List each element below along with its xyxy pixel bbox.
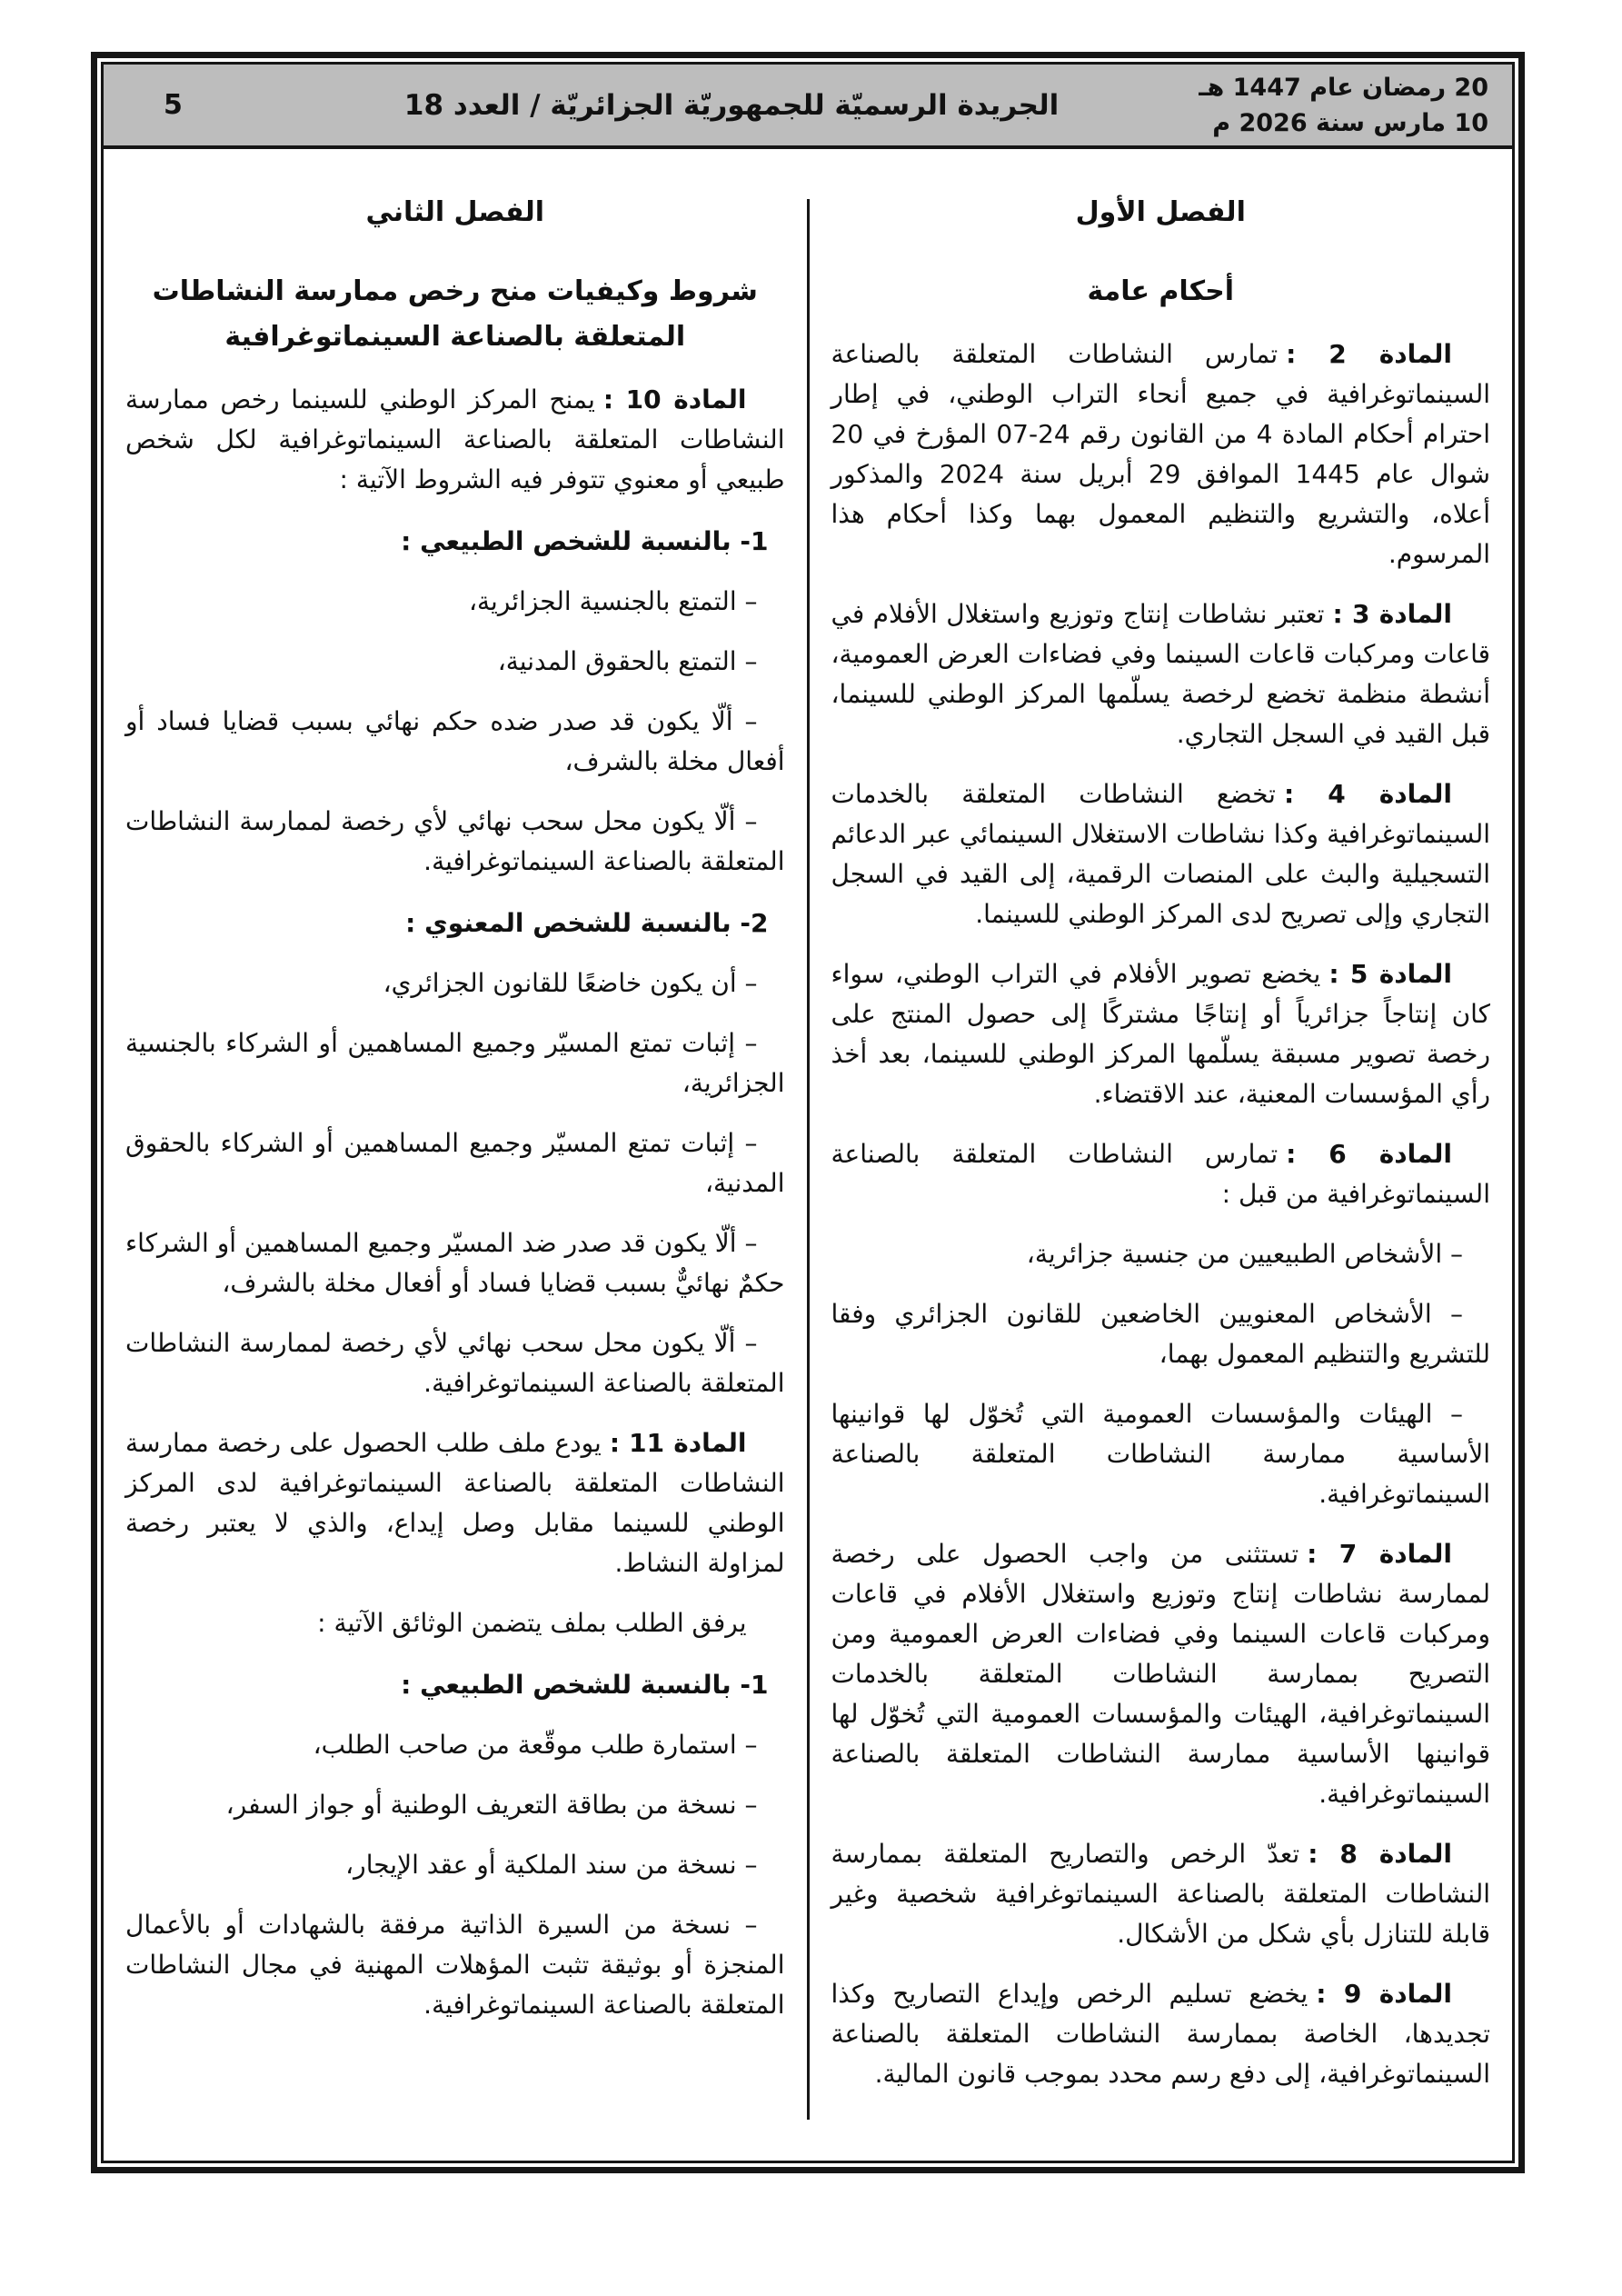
article-text: تعدّ الرخص والتصاريح المتعلقة بممارسة النشاطات المتعلقة بالصناعة السينماتوغرافية شخصية وغير قابلة للتنازل بأي شكل من الأشكال. <box>831 1839 1490 1949</box>
list-item-dash: – إثبات تمتع المسيّر وجميع المساهمين أو الشركاء بالحقوق المدنية، <box>125 1128 785 1198</box>
list-item-dash: – نسخة من سند الملكية أو عقد الإيجار، <box>345 1850 758 1880</box>
article-label: المادة 6 : <box>1286 1139 1452 1169</box>
journal-title: الجريدة الرسميّة للجمهوريّة الجزائريّة / العدد 18 <box>403 88 1060 122</box>
article-label: المادة 11 : <box>609 1428 747 1458</box>
article-paragraph <box>831 1534 1491 1814</box>
list-item-dash: – الهيئات والمؤسسات العمومية التي تُخوّل لها قوانينها الأساسية ممارسة النشاطات المتعلقة بالصناعة السينماتوغرافية. <box>831 1399 1490 1509</box>
list-item-dash: – إثبات تمتع المسيّر وجميع المساهمين أو الشركاء بالجنسية الجزائرية، <box>125 1028 785 1098</box>
list-item-dash: – الأشخاص المعنويين الخاضعين للقانون الجزائري وفقا للتشريع والتنظيم المعمول بهما، <box>831 1299 1490 1369</box>
article-text: تخضع النشاطات المتعلقة بالخدمات السينماتوغرافية وكذا نشاطات الاستغلال السينمائي عبر الدعائم التسجيلية والبث على المنصات الرقمية، إلى القيد في السجل التجاري وإلى تصريح لدى المركز الوطني للسينما. <box>831 779 1490 929</box>
list-item-dash: – نسخة من السيرة الذاتية مرفقة بالشهادات أو بالأعمال المنجزة أو بوثيقة تثبت المؤهلات المهنية في مجال النشاطات المتعلقة بالصناعة السينماتوغرافية. <box>125 1910 785 2020</box>
article-label: المادة 9 : <box>1316 1979 1452 2009</box>
list-item-dash: – نسخة من بطاقة التعريف الوطنية أو جواز السفر، <box>225 1790 758 1820</box>
subsection-heading: 1- بالنسبة للشخص الطبيعي : <box>401 526 769 556</box>
article-label: المادة 7 : <box>1307 1539 1452 1569</box>
article-label: المادة 2 : <box>1286 339 1452 369</box>
list-item-dash: – ألّا يكون محل سحب نهائي لأي رخصة لممارسة النشاطات المتعلقة بالصناعة السينماتوغرافية. <box>125 1328 785 1398</box>
left-column <box>104 149 807 2161</box>
column-divider <box>807 199 810 2120</box>
header-band <box>104 65 1512 149</box>
right-column <box>810 149 1513 2161</box>
article-text: تستثنى من واجب الحصول على رخصة لممارسة نشاطات إنتاج وتوزيع واستغلال الأفلام في قاعات ومركبات قاعات السينما وفي فضاءات العرض العمومية ومن التصريح بممارسة النشاطات المتعلقة بالخدمات السينماتوغرافية، الهيئات والمؤسسات العمومية التي تُخوّل لها قوانينها الأساسية ممارسة النشاطات المتعلقة بالصناعة السينماتوغرافية. <box>831 1539 1490 1809</box>
issue-date-hijri: 20 رمضان عام 1447 هـ <box>1199 73 1488 102</box>
subsection-heading: 2- بالنسبة للشخص المعنوي : <box>405 908 769 938</box>
article-paragraph <box>125 1423 785 1583</box>
article-text: يخضع تسليم الرخص وإيداع التصاريح وكذا تجديدها، الخاصة بممارسة النشاطات المتعلقة بالصناعة السينماتوغرافية، إلى دفع رسم محدد بموجب قانون المالية. <box>831 1979 1490 2089</box>
article-label: المادة 5 : <box>1328 959 1452 989</box>
article-text: يودع ملف طلب الحصول على رخصة ممارسة النشاطات المتعلقة بالصناعة السينماتوغرافية لدى المركز الوطني للسينما مقابل وصل إيداع، والذي لا يعتبر رخصة لمزاولة النشاط. <box>125 1428 785 1578</box>
article-paragraph <box>831 594 1491 754</box>
page-number: 5 <box>164 89 183 121</box>
article-text: تمارس النشاطات المتعلقة بالصناعة السينماتوغرافية من قبل : <box>831 1139 1490 1209</box>
article-paragraph <box>831 774 1491 934</box>
content-columns <box>104 149 1512 2161</box>
article-label: المادة 8 : <box>1308 1839 1453 1869</box>
chapter-heading: الفصل الثاني <box>365 196 545 228</box>
list-item-dash: – التمتع بالجنسية الجزائرية، <box>468 586 758 616</box>
list-item-dash: – أن يكون خاضعًا للقانون الجزائري، <box>383 968 758 998</box>
page-frame-inner <box>101 62 1515 2163</box>
issue-dates <box>1199 70 1488 141</box>
issue-date-gregorian: 10 مارس سنة 2026 م <box>1212 108 1488 137</box>
article-paragraph <box>831 1834 1491 1954</box>
list-item-dash: – ألّا يكون قد صدر ضده حكم نهائي بسبب قضايا فساد أو أفعال مخلة بالشرف، <box>125 706 785 776</box>
subsection-heading: 1- بالنسبة للشخص الطبيعي : <box>401 1670 769 1700</box>
article-label: المادة 3 : <box>1332 599 1452 629</box>
section-heading <box>125 269 785 360</box>
article-paragraph <box>125 380 785 500</box>
list-item-dash: – التمتع بالحقوق المدنية، <box>497 646 758 676</box>
list-item-dash: – ألّا يكون محل سحب نهائي لأي رخصة لممارسة النشاطات المتعلقة بالصناعة السينماتوغرافية. <box>125 806 785 876</box>
article-paragraph <box>831 1974 1491 2094</box>
section-heading: أحكام عامة <box>1087 275 1235 307</box>
article-text: تمارس النشاطات المتعلقة بالصناعة السينماتوغرافية في جميع أنحاء التراب الوطني، في إطار احترام أحكام المادة 4 من القانون رقم 24‏-‏07 المؤرخ في 20 شوال عام 1445 الموافق 29 أبريل سنة 2024 والمذكور أعلاه، والتشريع والتنظيم المعمول بهما وكذا أحكام هذا المرسوم. <box>831 339 1491 569</box>
article-text: يخضع تصوير الأفلام في التراب الوطني، سواء كان إنتاجاً جزائرياً أو إنتاجًا مشتركًا إلى حصول المنتج على رخصة تصوير مسبقة يسلّمها المركز الوطني للسينما، بعد أخذ رأي المؤسسات المعنية، عند الاقتضاء. <box>831 959 1490 1109</box>
article-label: المادة 10 : <box>602 384 747 414</box>
article-text: يمنح المركز الوطني للسينما رخص ممارسة النشاطات المتعلقة بالصناعة السينماتوغرافية لكل شخص طبيعي أو معنوي تتوفر فيه الشروط الآتية : <box>125 384 785 494</box>
article-paragraph <box>831 1134 1491 1214</box>
section-heading-line1: شروط وكيفيات منح رخص ممارسة النشاطات <box>152 275 758 307</box>
article-text: تعتبر نشاطات إنتاج وتوزيع واستغلال الأفلام في قاعات ومركبات قاعات السينما وفي فضاءات العرض العمومية، أنشطة منظمة تخضع لرخصة يسلّمها المركز الوطني للسينما، قبل القيد في السجل التجاري. <box>831 599 1490 749</box>
page-frame <box>91 52 1525 2173</box>
plain-paragraph: يرفق الطلب بملف يتضمن الوثائق الآتية : <box>317 1608 747 1638</box>
list-item-dash: – الأشخاص الطبيعيين من جنسية جزائرية، <box>1026 1239 1463 1269</box>
section-heading-line2: المتعلقة بالصناعة السينماتوغرافية <box>224 321 686 353</box>
article-paragraph <box>831 954 1491 1114</box>
list-item-dash: – استمارة طلب موقّعة من صاحب الطلب، <box>313 1730 758 1760</box>
article-paragraph <box>831 334 1491 574</box>
list-item-dash: – ألّا يكون قد صدر ضد المسيّر وجميع المساهمين أو الشركاء حكمٌ نهائيٌّ بسبب قضايا فساد أو أفعال مخلة بالشرف، <box>125 1228 785 1298</box>
chapter-heading: الفصل الأول <box>1075 196 1246 228</box>
article-label: المادة 4 : <box>1283 779 1452 809</box>
